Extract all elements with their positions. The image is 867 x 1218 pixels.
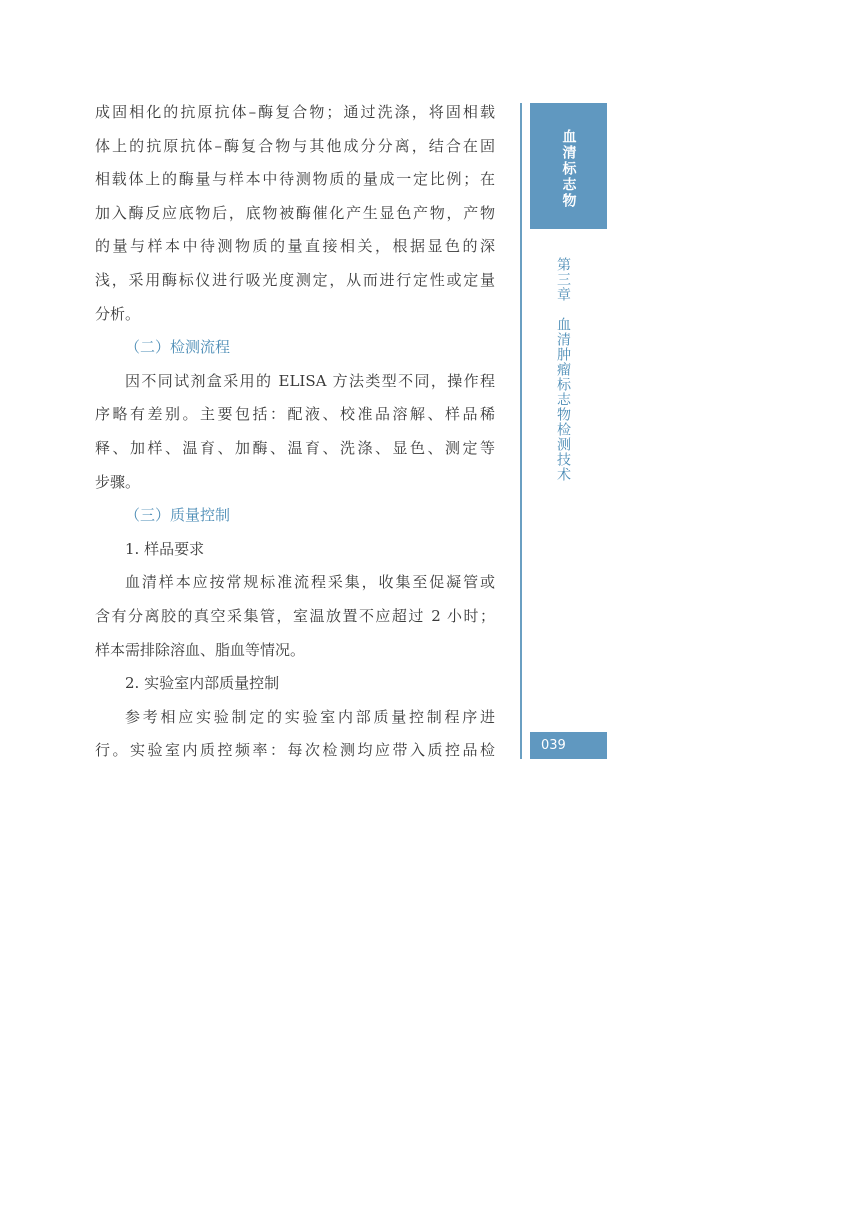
- text-line: 的量与样本中待测物质的量直接相关，根据显色的深: [95, 237, 495, 256]
- chapter-running-title: 第三章 血清肿瘤标志物检测技术: [555, 257, 571, 482]
- text-line: 行。实验室内质控频率：每次检测均应带入质控品检: [95, 741, 495, 760]
- text-line: 加入酶反应底物后，底物被酶催化产生显色产物，产物: [95, 203, 495, 222]
- text-line: 步骤。: [95, 472, 141, 491]
- page-number: 039: [530, 732, 607, 759]
- text-line: 体上的抗原抗体–酶复合物与其他成分分离，结合在固: [95, 136, 495, 155]
- text-line: 血清样本应按常规标准流程采集，收集至促凝管或: [125, 573, 495, 592]
- text-line: 成固相化的抗原抗体–酶复合物；通过洗涤，将固相载: [95, 103, 495, 121]
- text-line: 分析。: [95, 304, 141, 323]
- margin-divider: [520, 103, 522, 759]
- section-heading-detection-flow: （二）检测流程: [125, 338, 231, 357]
- text-line: 浅，采用酶标仪进行吸光度测定，从而进行定性或定量: [95, 270, 495, 289]
- text-line: 相载体上的酶量与样本中待测物质的量成一定比例；在: [95, 170, 495, 189]
- subheading-sample-requirements: 1. 样品要求: [125, 539, 205, 558]
- text-line: 含有分离胶的真空采集管，室温放置不应超过 2 小时；: [95, 606, 495, 625]
- section-tab: [530, 103, 607, 229]
- text-line: 释、加样、温育、加酶、温育、洗涤、显色、测定等: [95, 438, 495, 457]
- section-heading-quality-control: （三）质量控制: [125, 506, 231, 525]
- subheading-internal-qc: 2. 实验室内部质量控制: [125, 674, 280, 693]
- section-tab-title: 血清标志物: [560, 129, 577, 209]
- text-line: 参考相应实验制定的实验室内部质量控制程序进: [125, 707, 495, 726]
- text-line: 因不同试剂盒采用的 ELISA 方法类型不同，操作程: [125, 371, 495, 390]
- text-line: 样本需排除溶血、脂血等情况。: [95, 640, 306, 659]
- body-text: [95, 96, 495, 768]
- text-line: 序略有差别。主要包括：配液、校准品溶解、样品稀: [95, 405, 495, 424]
